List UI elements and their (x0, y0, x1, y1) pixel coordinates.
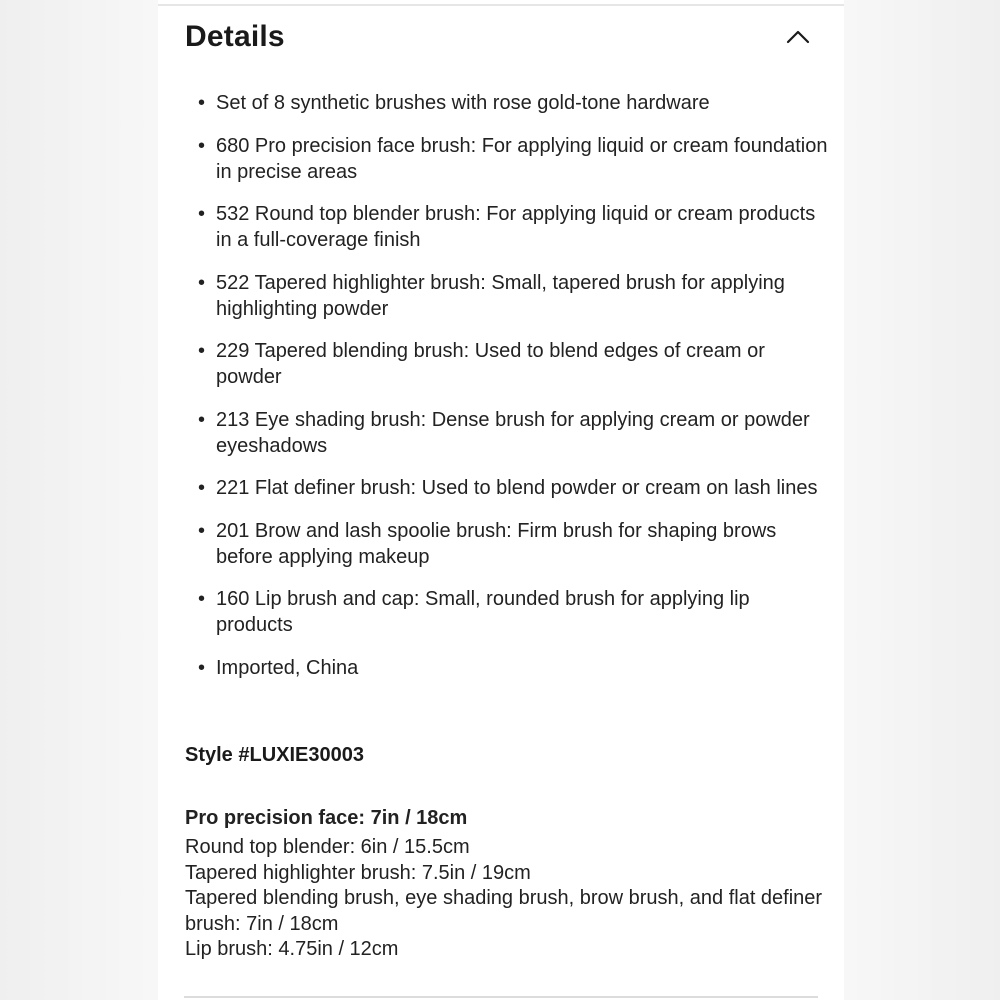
bottom-divider (184, 996, 818, 998)
list-item: • 680 Pro precision face brush: For applying liquid or cream foundation in precise areas (198, 134, 828, 183)
bullet-dot: • (198, 340, 206, 362)
bullet-dot: • (198, 656, 206, 679)
details-title: Details (185, 20, 285, 53)
sizes-heading: Pro precision face: 7in / 18cm (185, 807, 468, 829)
bullet-dot: • (198, 134, 206, 157)
bullet-dot: • (198, 92, 206, 114)
list-item: • 221 Flat definer brush: Used to blend powder or cream on lash lines (198, 477, 818, 499)
brush-sizes (185, 805, 825, 963)
list-item: • 213 Eye shading brush: Dense brush for applying cream or powder eyeshadows (198, 408, 810, 457)
size-line: Tapered highlighter brush: 7.5in / 19cm (185, 861, 531, 884)
bullet-dot: • (198, 271, 206, 294)
list-item: • 522 Tapered highlighter brush: Small, tapered brush for applying highlighting powder (198, 271, 785, 320)
bullet-dot: • (198, 408, 206, 431)
bullet-dot: • (198, 477, 206, 499)
size-line: Lip brush: 4.75in / 12cm (185, 938, 399, 960)
list-item: • 229 Tapered blending brush: Used to blend edges of cream or powder (198, 340, 765, 388)
chevron-up-icon[interactable] (785, 24, 811, 50)
list-item: • 201 Brow and lash spoolie brush: Firm brush for shaping brows before applying makeup (198, 519, 777, 568)
bullet-dot: • (198, 588, 206, 610)
list-item: • Imported, China (198, 656, 359, 679)
details-accordion-header[interactable] (185, 14, 825, 60)
bullet-dot: • (198, 519, 206, 542)
size-line: Round top blender: 6in / 15.5cm (185, 836, 470, 858)
list-item: • 160 Lip brush and cap: Small, rounded brush for applying lip products (198, 588, 750, 636)
size-line: Tapered blending brush, eye shading brush, brow brush, and flat definer brush: 7in / 18cm (185, 887, 823, 935)
list-item: • 532 Round top blender brush: For applying liquid or cream products in a full-coverage finish (198, 203, 816, 251)
list-item: • Set of 8 synthetic brushes with rose gold-tone hardware (198, 92, 710, 114)
bullet-dot: • (198, 203, 206, 225)
details-panel (158, 0, 844, 1000)
details-bullet-list (198, 90, 828, 697)
top-divider (158, 4, 844, 6)
style-number: Style #LUXIE30003 (185, 744, 364, 766)
